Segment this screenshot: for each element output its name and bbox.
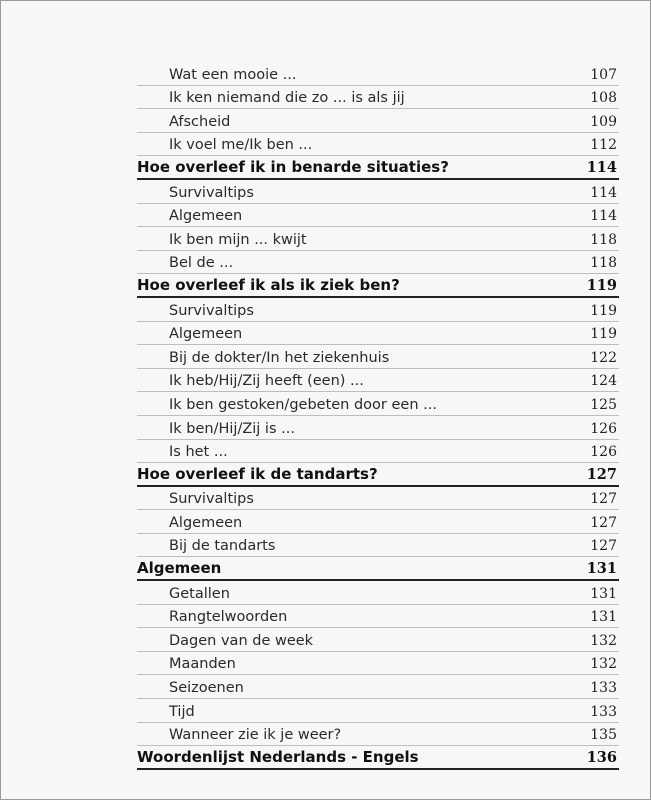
toc-page-number: 122 (590, 349, 617, 366)
toc-entry-label: Rangtelwoorden (169, 609, 288, 626)
toc-entry-label: Wat een mooie ... (169, 66, 297, 83)
toc-entry-label: Wanneer zie ik je weer? (169, 727, 342, 744)
toc-page-number: 127 (586, 465, 617, 483)
toc-entry-label: Ik ben/Hij/Zij is ... (169, 420, 295, 437)
toc-entry (137, 62, 619, 86)
toc-entry (137, 581, 619, 605)
toc-entry (137, 227, 619, 251)
toc-page-number: 132 (590, 632, 617, 649)
toc-entry (137, 510, 619, 534)
toc-entry-label: Getallen (169, 585, 230, 602)
toc-entry-label: Is het ... (169, 444, 228, 461)
toc-page-number: 112 (590, 137, 617, 154)
toc-page-number: 126 (590, 444, 617, 461)
toc-entry-label: Survivaltips (169, 184, 254, 201)
toc-entry (137, 298, 619, 322)
toc-entry-label: Algemeen (169, 326, 243, 343)
toc-entry (137, 416, 619, 440)
toc-page-number: 132 (590, 656, 617, 673)
toc-page-number: 126 (590, 420, 617, 437)
toc-page-number: 118 (590, 255, 617, 272)
toc-entry (137, 605, 619, 629)
toc-entry (137, 699, 619, 723)
toc-entry (137, 109, 619, 133)
toc-page-number: 125 (590, 396, 617, 413)
toc-page-number: 114 (590, 208, 617, 225)
toc-entry-label: Bij de tandarts (169, 538, 276, 555)
toc-page-number: 127 (590, 491, 617, 508)
toc-page-number: 131 (590, 585, 617, 602)
toc-entry-label: Afscheid (169, 113, 231, 130)
toc-entry (137, 723, 619, 747)
toc-page-number: 114 (590, 184, 617, 201)
toc-entry-label: Survivaltips (169, 491, 254, 508)
toc-page-number: 127 (590, 514, 617, 531)
toc-heading-label: Hoe overleef ik de tandarts? (137, 464, 378, 483)
toc-page-number: 119 (590, 326, 617, 343)
toc-entry-label: Algemeen (169, 208, 243, 225)
toc-page-number: 127 (590, 538, 617, 555)
toc-entry (137, 369, 619, 393)
toc-entry-label: Ik voel me/Ik ben ... (169, 137, 313, 154)
toc-section-heading (137, 463, 619, 487)
toc-entry (137, 345, 619, 369)
toc-page-number: 119 (590, 302, 617, 319)
toc-page-number: 109 (590, 113, 617, 130)
toc-entry (137, 322, 619, 346)
toc-entry (137, 675, 619, 699)
toc-entry-label: Dagen van de week (169, 632, 314, 649)
toc-page-number: 135 (590, 727, 617, 744)
toc-heading-label: Hoe overleef ik in benarde situaties? (137, 157, 449, 176)
toc-entry-label: Survivaltips (169, 302, 254, 319)
toc-page-number: 133 (590, 703, 617, 720)
toc-page-number: 118 (590, 231, 617, 248)
toc-page-number: 131 (586, 560, 617, 578)
toc-page-number: 124 (590, 373, 617, 390)
toc-entry-label: Bij de dokter/In het ziekenhuis (169, 349, 390, 366)
toc-entry (137, 534, 619, 558)
toc-section-heading (137, 156, 619, 180)
toc-page-number: 108 (590, 90, 617, 107)
toc-entry (137, 86, 619, 110)
toc-entry-label: Algemeen (169, 514, 243, 531)
toc-entry-label: Ik ken niemand die zo ... is als jij (169, 90, 405, 107)
table-of-contents (137, 62, 619, 770)
toc-entry-label: Bel de ... (169, 255, 234, 272)
toc-entry (137, 180, 619, 204)
toc-page-number: 114 (586, 158, 617, 176)
toc-entry-label: Seizoenen (169, 680, 244, 697)
toc-entry (137, 440, 619, 464)
toc-entry-label: Ik ben mijn ... kwijt (169, 231, 307, 248)
toc-page-number: 136 (586, 748, 617, 766)
toc-entry-label: Ik heb/Hij/Zij heeft (een) ... (169, 373, 364, 390)
toc-entry (137, 652, 619, 676)
toc-heading-label: Woordenlijst Nederlands - Engels (137, 747, 419, 766)
toc-entry-label: Ik ben gestoken/gebeten door een ... (169, 396, 437, 413)
toc-section-heading (137, 557, 619, 581)
toc-section-heading (137, 274, 619, 298)
toc-entry (137, 204, 619, 228)
toc-entry (137, 487, 619, 511)
toc-page-number: 107 (590, 66, 617, 83)
toc-entry (137, 392, 619, 416)
toc-entry (137, 628, 619, 652)
toc-entry (137, 251, 619, 275)
toc-page-number: 133 (590, 680, 617, 697)
toc-section-heading (137, 746, 619, 770)
toc-entry-label: Tijd (169, 703, 195, 720)
toc-entry (137, 133, 619, 157)
toc-page-number: 131 (590, 609, 617, 626)
toc-heading-label: Algemeen (137, 559, 222, 578)
toc-heading-label: Hoe overleef ik als ik ziek ben? (137, 275, 400, 294)
toc-page-number: 119 (586, 276, 617, 294)
toc-entry-label: Maanden (169, 656, 236, 673)
